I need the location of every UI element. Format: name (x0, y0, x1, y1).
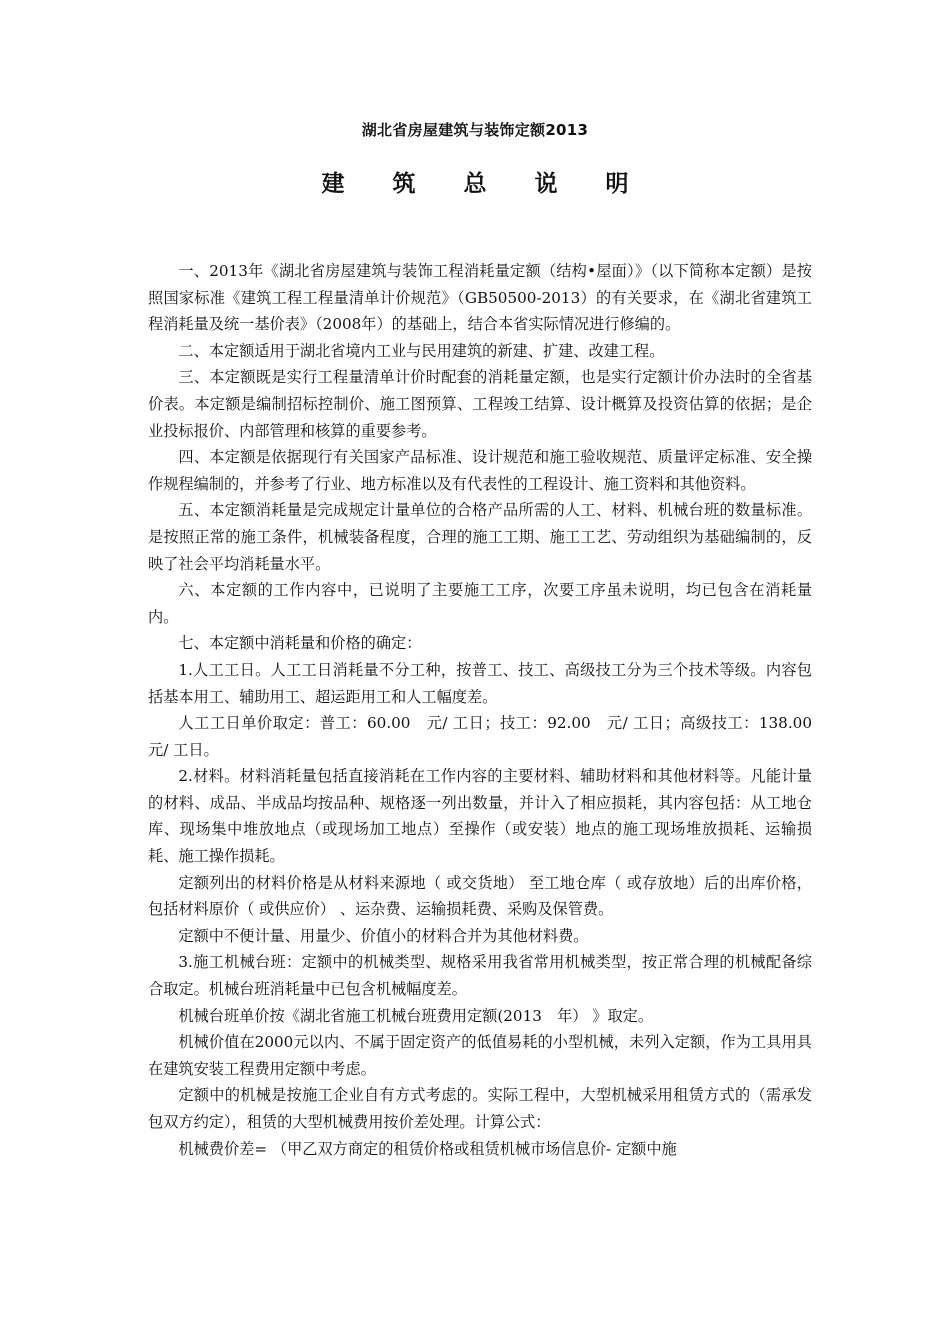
document-title: 建筑总说明 (321, 171, 677, 197)
paragraph-machinery-rental: 定额中的机械是按施工企业自有方式考虑的。实际工程中，大型机械采用租赁方式的（需承发包双方约定），租赁的大型机械费用按价差处理。计算公式： (148, 1086, 812, 1131)
paragraph-labor-price: 人工工日单价取定：普工：60.00 元/ 工日；技工：92.00 元/ 工日；高级技工：138.00元/ 工日。 (148, 714, 812, 759)
paragraph-2: 二、本定额适用于湖北省境内工业与民用建筑的新建、扩建、改建工程。 (178, 341, 665, 360)
paragraph-labor: 1.人工工日。人工工日消耗量不分工种，按普工、技工、高级技工分为三个技术等级。内容包括基本用工、辅助用工、超运距用工和人工幅度差。 (148, 660, 812, 706)
paragraph-5: 五、本定额消耗量是完成规定计量单位的合格产品所需的人工、材料、机械台班的数量标准。是按照正常的施工条件，机械装备程度，合理的施工工期、施工工艺、劳动组织为基础编制的，反映了社会平均消耗量水平。 (148, 501, 812, 573)
paragraph-machinery-formula: 机械费价差= （甲乙双方商定的租赁价格或租赁机械市场信息价- 定额中施 (178, 1139, 677, 1158)
paragraph-material-price: 定额列出的材料价格是从材料来源地（ 或交货地） 至工地仓库（ 或存放地）后的出库价格，包括材料原价（ 或供应价） 、运杂费、运输损耗费、采购及保管费。 (148, 873, 812, 919)
document-header: 湖北省房屋建筑与装饰定额2013 (361, 121, 589, 139)
document-body (148, 258, 812, 1162)
paragraph-materials: 2.材料。材料消耗量包括直接消耗在工作内容的主要材料、辅助材料和其他材料等。凡能计量的材料、成品、半成品均按品种、规格逐一列出数量，并计入了相应损耗，其内容包括：从工地仓库、现场集中堆放地点（或现场加工地点）至操作（或安装）地点的施工现场堆放损耗、运输损耗、施工操作损耗。 (148, 767, 812, 866)
paragraph-other-materials: 定额中不便计量、用量少、价值小的材料合并为其他材料费。 (178, 926, 589, 945)
paragraph-machinery: 3.施工机械台班：定额中的机械类型、规格采用我省常用机械类型，按正常合理的机械配备综合取定。机械台班消耗量中已包含机械幅度差。 (148, 953, 812, 999)
paragraph-machinery-price: 机械台班单价按《湖北省施工机械台班费用定额(2013 年） 》取定。 (178, 1006, 654, 1025)
paragraph-1: 一、2013年《湖北省房屋建筑与装饰工程消耗量定额（结构•屋面）》（以下简称本定额）是按照国家标准《建筑工程工程量清单计价规范》（GB50500-2013）的有关要求，在《湖北省建筑工程消耗量及统一基价表》（2008年）的基础上，结合本省实际情况进行修编的。 (148, 262, 812, 334)
paragraph-3: 三、本定额既是实行工程量清单计价时配套的消耗量定额，也是实行定额计价办法时的全省基价表。本定额是编制招标控制价、施工图预算、工程竣工结算、设计概算及投资估算的依据；是企业投标报价、内部管理和核算的重要参考。 (148, 368, 812, 440)
paragraph-6: 六、本定额的工作内容中，已说明了主要施工工序，次要工序虽未说明，均已包含在消耗量内。 (148, 581, 812, 626)
paragraph-small-machinery: 机械价值在2000元以内、不属于固定资产的低值易耗的小型机械，未列入定额，作为工具用具在建筑安装工程费用定额中考虑。 (148, 1033, 812, 1078)
paragraph-7: 七、本定额中消耗量和价格的确定： (178, 634, 422, 653)
paragraph-4: 四、本定额是依据现行有关国家产品标准、设计规范和施工验收规范、质量评定标准、安全操作规程编制的，并参考了行业、地方标准以及有代表性的工程设计、施工资料和其他资料。 (148, 448, 812, 493)
